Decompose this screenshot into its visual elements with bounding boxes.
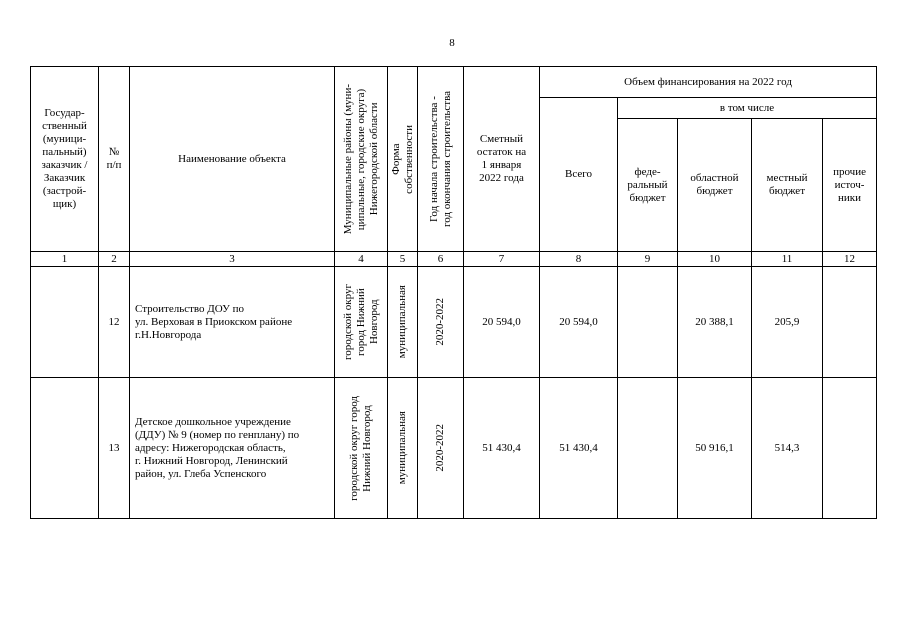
header-ownership bbox=[388, 67, 418, 252]
cell-district bbox=[335, 267, 388, 378]
cell-years bbox=[418, 267, 464, 378]
cell-years-text: 2020-2022 bbox=[434, 298, 446, 346]
header-district-text: Муниципальные районы (муни- ципальные, городские округа) Нижегородской области bbox=[341, 83, 380, 235]
column-number: 8 bbox=[540, 252, 618, 267]
column-number: 6 bbox=[418, 252, 464, 267]
header-total: Всего bbox=[540, 98, 618, 252]
cell-ownership bbox=[388, 267, 418, 378]
header-including: в том числе bbox=[618, 98, 877, 119]
cell-years bbox=[418, 378, 464, 519]
cell-balance: 20 594,0 bbox=[464, 267, 540, 378]
header-financing: Объем финансирования на 2022 год bbox=[540, 67, 877, 98]
table-row bbox=[31, 267, 877, 378]
header-customer: Государ- ственный (муници- пальный) заказчик / Заказчик (застрой- щик) bbox=[31, 67, 99, 252]
column-number: 1 bbox=[31, 252, 99, 267]
column-number: 5 bbox=[388, 252, 418, 267]
cell-federal bbox=[618, 267, 678, 378]
column-number: 10 bbox=[678, 252, 752, 267]
cell-customer bbox=[31, 378, 99, 519]
header-object-name: Наименование объекта bbox=[130, 67, 335, 252]
cell-local: 205,9 bbox=[752, 267, 823, 378]
cell-local: 514,3 bbox=[752, 378, 823, 519]
header-years bbox=[418, 67, 464, 252]
cell-district bbox=[335, 378, 388, 519]
column-number: 9 bbox=[618, 252, 678, 267]
header-years-text: Год начала строительства - год окончания строительства bbox=[427, 91, 453, 227]
cell-years-text: 2020-2022 bbox=[434, 424, 446, 472]
cell-object-name: Строительство ДОУ по ул. Верховая в Приокском районе г.Н.Новгорода bbox=[130, 267, 335, 378]
cell-other bbox=[823, 378, 877, 519]
cell-total: 51 430,4 bbox=[540, 378, 618, 519]
financing-table bbox=[30, 66, 877, 519]
column-number: 4 bbox=[335, 252, 388, 267]
header-other: прочие источ- ники bbox=[823, 119, 877, 252]
header-district bbox=[335, 67, 388, 252]
header-regional: областной бюджет bbox=[678, 119, 752, 252]
table-row bbox=[31, 378, 877, 519]
header-ownership-text: Форма собственности bbox=[389, 124, 415, 194]
cell-regional: 20 388,1 bbox=[678, 267, 752, 378]
cell-ownership-text: муниципальная bbox=[396, 411, 408, 485]
header-local: местный бюджет bbox=[752, 119, 823, 252]
cell-ownership-text: муниципальная bbox=[396, 285, 408, 359]
header-federal: феде- ральный бюджет bbox=[618, 119, 678, 252]
cell-num: 12 bbox=[99, 267, 130, 378]
column-number: 3 bbox=[130, 252, 335, 267]
column-number: 2 bbox=[99, 252, 130, 267]
cell-ownership bbox=[388, 378, 418, 519]
cell-federal bbox=[618, 378, 678, 519]
cell-num: 13 bbox=[99, 378, 130, 519]
cell-customer bbox=[31, 267, 99, 378]
page-number: 8 bbox=[449, 37, 455, 49]
cell-district-text: городской округ город Нижний Новгород bbox=[341, 283, 380, 361]
column-number: 11 bbox=[752, 252, 823, 267]
column-number-row bbox=[31, 252, 877, 267]
cell-balance: 51 430,4 bbox=[464, 378, 540, 519]
header-num: № п/п bbox=[99, 67, 130, 252]
cell-district-text: городской округ город Нижний Новгород bbox=[348, 395, 373, 501]
cell-regional: 50 916,1 bbox=[678, 378, 752, 519]
cell-object-name: Детское дошкольное учреждение (ДДУ) № 9 (номер по генплану) по адресу: Нижегородская область, г. Нижний Новгород, Ленинский район, ул. Глеба Успенского bbox=[130, 378, 335, 519]
cell-total: 20 594,0 bbox=[540, 267, 618, 378]
column-number: 7 bbox=[464, 252, 540, 267]
header-balance: Сметный остаток на 1 января 2022 года bbox=[464, 67, 540, 252]
column-number: 12 bbox=[823, 252, 877, 267]
cell-other bbox=[823, 267, 877, 378]
